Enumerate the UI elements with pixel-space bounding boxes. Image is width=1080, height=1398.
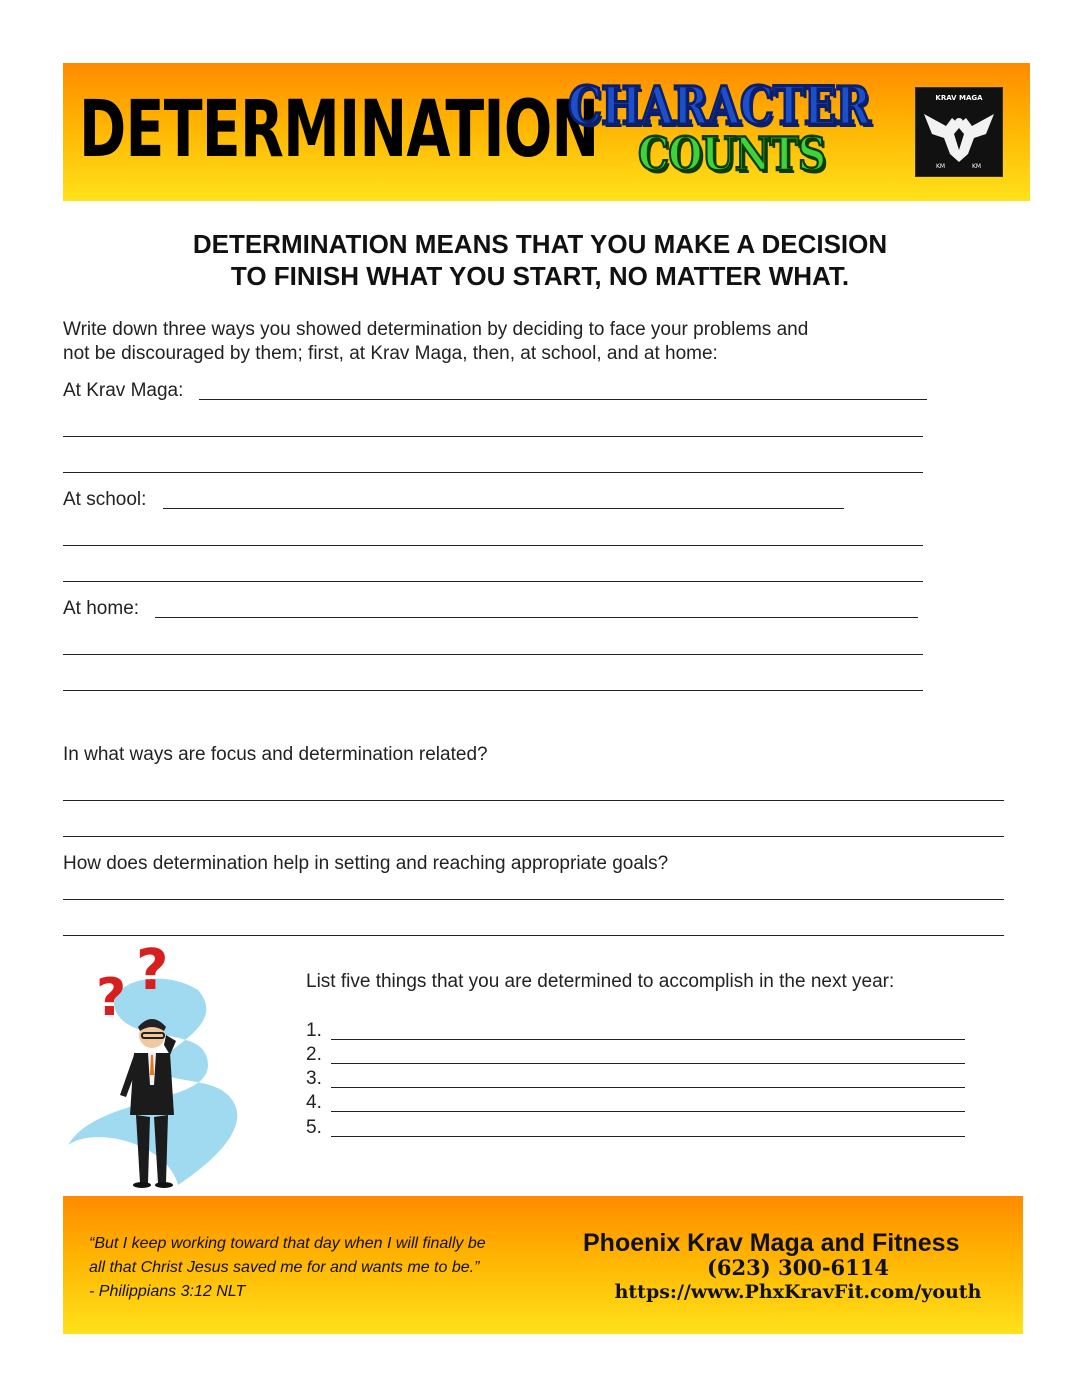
svg-text:KM: KM: [936, 163, 946, 170]
bible-quote: “But I keep working toward that day when I will finally be all that Christ Jesus saved me for and wants me to be.” - Philippians 3:12 NLT: [89, 1235, 486, 1300]
goal-number: 2.: [306, 1044, 322, 1065]
goal-answer-line[interactable]: [331, 1087, 965, 1088]
character-word: CHARACTER: [568, 76, 871, 137]
svg-text:KM: KM: [972, 163, 982, 170]
counts-word: COUNTS: [638, 127, 826, 181]
goal-answer-line[interactable]: [331, 1039, 965, 1040]
goals-prompt: List five things that you are determined to accomplish in the next year:: [306, 971, 895, 992]
goal-answer-line[interactable]: [331, 1136, 965, 1137]
business-name: Phoenix Krav Maga and Fitness: [583, 1229, 960, 1257]
answer-line[interactable]: [63, 935, 1004, 936]
answer-line[interactable]: [63, 690, 923, 691]
answer-line[interactable]: [199, 399, 927, 400]
answer-line[interactable]: [63, 545, 923, 546]
answer-line[interactable]: [63, 654, 923, 655]
footer-banner: [63, 1196, 1023, 1334]
krav-maga-logo: [915, 87, 1003, 177]
header-banner: [63, 63, 1030, 201]
goal-number: 5.: [306, 1117, 322, 1138]
answer-line[interactable]: [63, 472, 923, 473]
svg-text:?: ?: [136, 945, 169, 1003]
intro-line-2: not be discouraged by them; first, at Krav Maga, then, at school, and at home:: [63, 343, 718, 364]
intro-line-1: Write down three ways you showed determination by deciding to face your problems and: [63, 319, 809, 340]
phone-number: (623) 300-6114: [706, 1255, 890, 1280]
goal-number: 1.: [306, 1020, 322, 1041]
answer-line[interactable]: [63, 800, 1004, 801]
answer-line[interactable]: [63, 436, 923, 437]
headline-line-1: DETERMINATION MEANS THAT YOU MAKE A DECISION: [192, 229, 888, 259]
svg-text:?: ?: [96, 968, 127, 1028]
goal-answer-line[interactable]: [331, 1063, 965, 1064]
answer-line[interactable]: [63, 836, 1004, 837]
logo-text: KRAV MAGA: [935, 94, 983, 102]
goal-answer-line[interactable]: [331, 1111, 965, 1112]
prompt-school: At school:: [63, 489, 147, 510]
goal-number: 4.: [306, 1092, 322, 1113]
answer-line[interactable]: [155, 617, 918, 618]
question-focus: In what ways are focus and determination related?: [63, 744, 488, 765]
headline-line-2: TO FINISH WHAT YOU START, NO MATTER WHAT.: [230, 261, 850, 291]
eagle-logo-icon: [916, 88, 1002, 176]
prompt-home: At home:: [63, 598, 140, 619]
website-link[interactable]: https://www.PhxKravFit.com/youth: [614, 1281, 982, 1303]
banner-title: DETERMINATION: [79, 85, 599, 175]
answer-line[interactable]: [163, 508, 844, 509]
goal-number: 3.: [306, 1068, 322, 1089]
prompt-krav-maga: At Krav Maga:: [63, 380, 184, 401]
question-goals: How does determination help in setting and reaching appropriate goals?: [63, 853, 669, 874]
confused-man-illustration: [58, 945, 258, 1195]
answer-line[interactable]: [63, 899, 1004, 900]
answer-line[interactable]: [63, 581, 923, 582]
